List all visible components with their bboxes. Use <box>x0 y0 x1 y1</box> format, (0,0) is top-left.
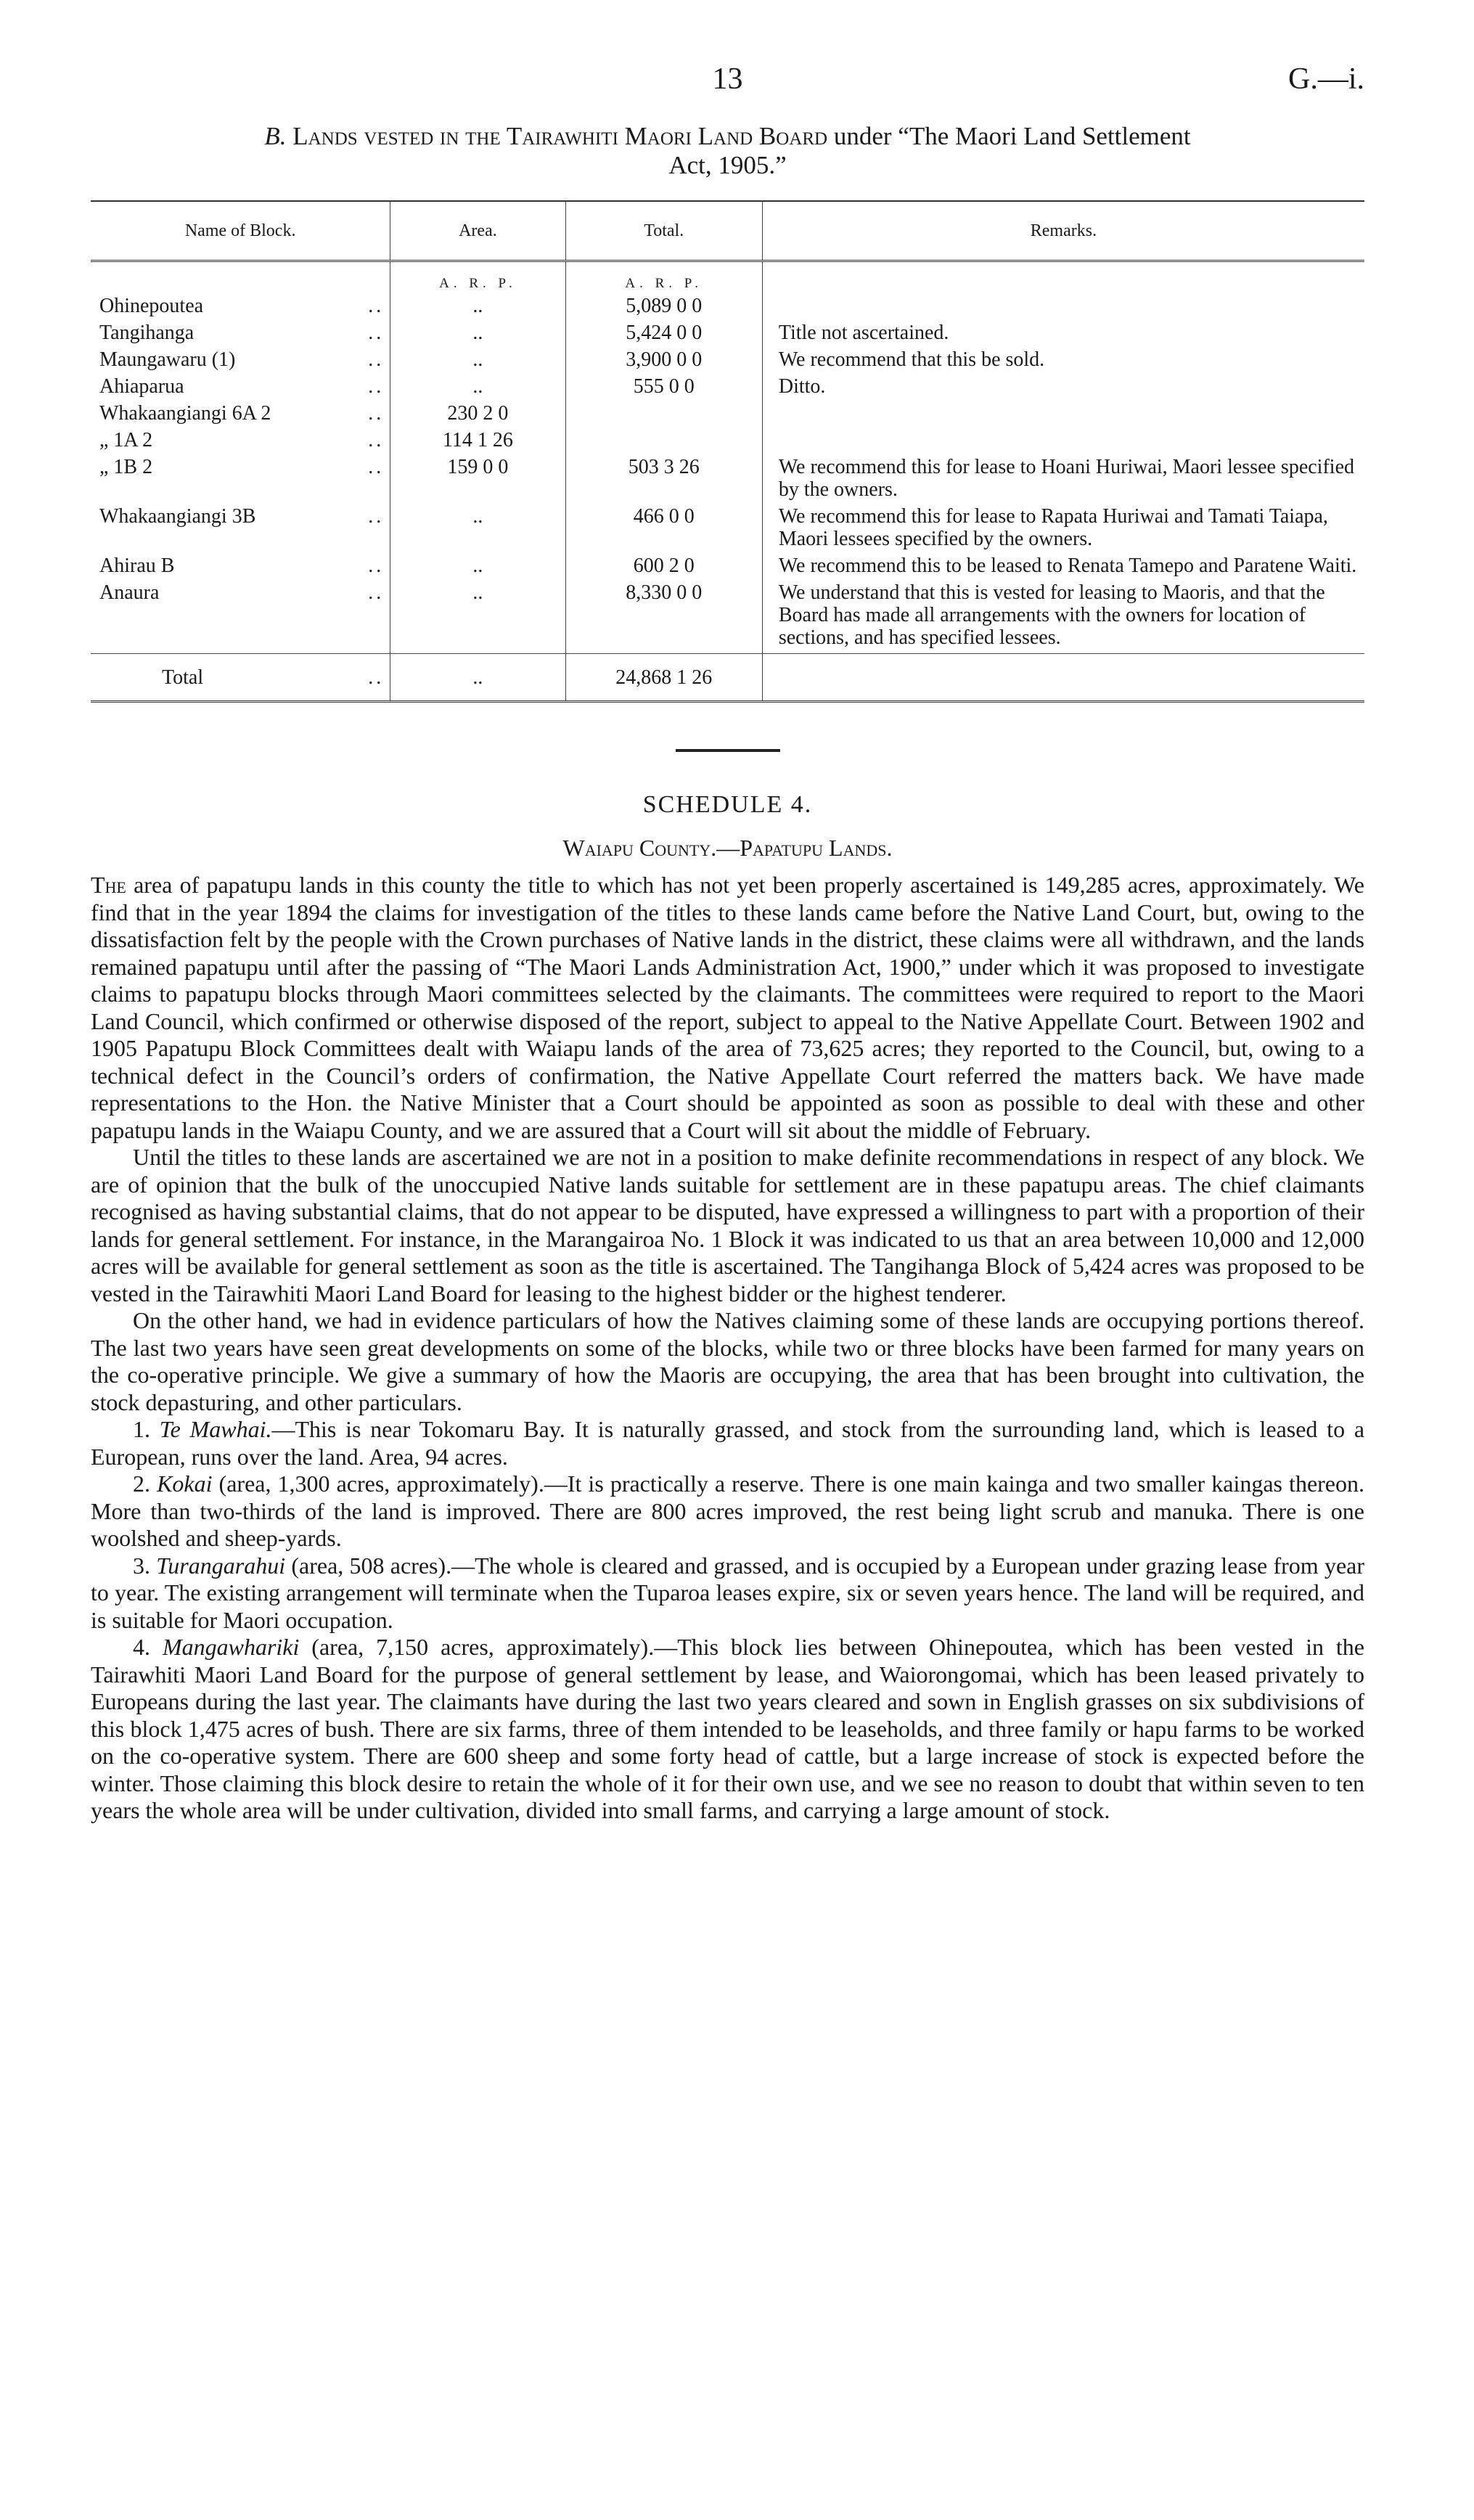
table-row <box>91 402 1364 429</box>
row-dots: .. <box>368 402 385 425</box>
row-dots: .. <box>368 429 385 451</box>
units-row <box>91 261 1364 295</box>
table-row <box>91 429 1364 456</box>
table-row <box>91 555 1364 581</box>
item-block-name: Turangarahui <box>156 1552 286 1579</box>
block-total: 600 2 0 <box>565 555 762 581</box>
item-text: (area, 1,300 acres, approximately).—It is practically a reserve. There is one main kainga and two smaller kaingas thereon. More than two-thirds of the land is improved. There are 800 acres improved, the rest being light scrub and manuka. There is one woolshed and sheep-yards. <box>91 1470 1365 1551</box>
block-area: .. <box>390 375 565 402</box>
col-remarks: Remarks. <box>762 201 1364 261</box>
block-remarks: We recommend this for lease to Rapata Huriwai and Tamati Taiapa, Maori lessees specified by the owners. <box>778 505 1328 550</box>
block-area: .. <box>390 505 565 555</box>
section-letter: B. <box>264 122 287 150</box>
row-dots: .. <box>368 322 385 344</box>
row-dots: .. <box>368 348 385 371</box>
block-area: .. <box>390 322 565 348</box>
paragraph-1 <box>91 872 1364 1144</box>
block-name: Tangihanga <box>99 322 195 344</box>
block-remarks: We recommend this to be leased to Renata Tamepo and Paratene Waiti. <box>778 555 1357 577</box>
section-title-line2: Act, 1905.” <box>668 151 787 179</box>
item-number: 1. <box>133 1416 150 1442</box>
item-text: (area, 508 acres).—The whole is cleared and grassed, and is occupied by a European under grazing lease from year to year. The existing arrangement will terminate when the Tuparoa leases expire, six or seven years hence. The land will be required, and is suitable for Maori occupation. <box>91 1552 1365 1633</box>
block-total: 5,424 0 0 <box>565 322 762 348</box>
section-heading: Lands vested in the Tairawhiti Maori Land Board <box>292 122 828 150</box>
item-number: 4. <box>133 1634 150 1660</box>
total-label: Total <box>162 666 204 689</box>
block-name: „ 1A 2 <box>99 429 153 451</box>
lands-table <box>91 200 1364 703</box>
paragraph-3: On the other hand, we had in evidence particulars of how the Natives claiming some of these lands are occupying portions thereof. The last two years have seen great developments on some of the blocks, while two or three blocks have been farmed for many years on the co-operative principle. We give a summary of how the Maoris are occupying, the area that has been brought into cultivation, the stock depasturing, and other particulars. <box>91 1307 1364 1415</box>
block-area: .. <box>390 348 565 375</box>
table-row <box>91 322 1364 348</box>
block-remarks: We recommend that this be sold. <box>778 348 1045 371</box>
item-number: 2. <box>133 1470 150 1497</box>
total-area: .. <box>390 654 565 702</box>
block-name: Whakaangiangi 6A 2 <box>99 402 271 425</box>
item-block-name: Kokai <box>157 1470 213 1497</box>
row-dots: .. <box>368 375 385 398</box>
block-area: .. <box>390 581 565 654</box>
list-item <box>91 1416 1364 1470</box>
total-value: 24,868 1 26 <box>565 654 762 702</box>
block-remarks: Ditto. <box>778 375 826 398</box>
list-item <box>91 1634 1364 1825</box>
block-name: Ahiaparua <box>99 375 184 398</box>
block-name: Whakaangiangi 3B <box>99 505 256 528</box>
table-row <box>91 456 1364 505</box>
table-body <box>91 295 1364 654</box>
block-area: 230 2 0 <box>390 402 565 429</box>
section-title <box>91 122 1364 180</box>
col-name-of-block: Name of Block. <box>91 201 390 261</box>
block-name: Maungawaru (1) <box>99 348 236 371</box>
total-row <box>91 654 1364 702</box>
schedule-body <box>91 872 1364 1825</box>
row-dots: .. <box>368 581 385 604</box>
page-number: 13 <box>712 62 743 96</box>
table-row <box>91 581 1364 654</box>
block-area: 159 0 0 <box>390 456 565 505</box>
block-total: 5,089 0 0 <box>565 295 762 322</box>
item-text: (area, 7,150 acres, approximately).—This block lies between Ohinepoutea, which has been vested in the Tairawhiti Maori Land Board for the purpose of general settlement by lease, and Waiorongomai, which has been leased privately to Europeans during the last year. The claimants have during the last two years cleared and sown in English grasses on six subdivisions of this block 1,475 acres of bush. There are six farms, three of them intended to be leaseholds, and three family or hapu farms to be worked on the co-operative system. There are 600 sheep and some forty head of cattle, but a large increase of stock is expected before the winter. Those claiming this block desire to retain the whole of it for their own use, and we see no reason to doubt that within seven to ten years the whole area will be under cultivation, divided into small farms, and carrying a large amount of stock. <box>91 1634 1365 1823</box>
area-units: A. R. P. <box>390 261 565 295</box>
page-header <box>91 51 1364 102</box>
block-remarks: We understand that this is vested for leasing to Maoris, and that the Board has made all arrangements with the owners for location of sections, and has specified lessees. <box>778 581 1325 649</box>
block-name: Ahirau B <box>99 555 175 577</box>
page <box>91 51 1364 1825</box>
block-area: .. <box>390 295 565 322</box>
total-dots: .. <box>368 666 385 689</box>
table-row <box>91 375 1364 402</box>
table-row <box>91 295 1364 322</box>
block-area: 114 1 26 <box>390 429 565 456</box>
block-name: „ 1B 2 <box>99 456 153 478</box>
block-total: 8,330 0 0 <box>565 581 762 654</box>
block-total: 555 0 0 <box>565 375 762 402</box>
row-dots: .. <box>368 555 385 577</box>
table-header-row <box>91 201 1364 261</box>
item-text: —This is near Tokomaru Bay. It is naturally grassed, and stock from the surrounding land, which is leased to a European, runs over the land. Area, 94 acres. <box>91 1416 1365 1470</box>
col-total: Total. <box>565 201 762 261</box>
block-total: 466 0 0 <box>565 505 762 555</box>
document-reference: G.—i. <box>1288 62 1364 96</box>
block-remarks: We recommend this for lease to Hoani Huriwai, Maori lessee specified by the owners. <box>778 456 1354 501</box>
paragraph-1-lead: The <box>91 872 126 898</box>
total-units: A. R. P. <box>565 261 762 295</box>
paragraph-1-text: area of papatupu lands in this county the title to which has not yet been properly ascertained is 149,285 acres, approximately. We find that in the year 1894 the claims for investigation of the titles to these lands came before the Native Land Court, but, owing to the dissatisfaction felt by the people with the Crown purchases of Native lands in the district, these claims were all withdrawn, and the lands remained papatupu until after the passing of “The Maori Lands Administration Act, 1900,” under which it was proposed to investigate claims to papatupu blocks through Maori committees selected by the claimants. The committees were required to report to the Maori Land Council, which confirmed or otherwise disposed of the report, subject to appeal to the Native Appellate Court. Between 1902 and 1905 Papatupu Block Committees dealt with Waiapu lands of the area of 73,625 acres; they reported to the Council, but, owing to a technical defect in the Council’s orders of confirmation, the Native Appellate Court referred the matters back. We have made representations to the Hon. the Native Minister that a Court should be appointed as soon as possible to deal with these and other papatupu lands in the Waiapu County, and we are assured that a Court will sit about the middle of February. <box>91 872 1365 1143</box>
section-under: under “The Maori Land Settlement <box>833 122 1191 150</box>
table-row <box>91 505 1364 555</box>
block-name: Anaura <box>99 581 160 604</box>
block-remarks: Title not ascertained. <box>778 322 949 344</box>
row-dots: .. <box>368 505 385 528</box>
list-item <box>91 1470 1364 1552</box>
col-area: Area. <box>390 201 565 261</box>
item-block-name: Mangawhariki <box>162 1634 300 1660</box>
item-number: 3. <box>133 1552 150 1579</box>
block-total: 3,900 0 0 <box>565 348 762 375</box>
paragraph-2: Until the titles to these lands are ascertained we are not in a position to make definite recommendations in respect of any block. We are of opinion that the bulk of the unoccupied Native lands suitable for settlement are in these papatupu areas. The chief claimants recognised as having substantial claims, that do not appear to be disputed, have expressed a willingness to part with a proportion of their lands for general settlement. For instance, in the Marangairoa No. 1 Block it was indicated to us that an area between 10,000 and 12,000 acres will be available for general settlement as soon as the title is ascertained. The Tangihanga Block of 5,424 acres was proposed to be vested in the Tairawhiti Maori Land Board for leasing to the highest bidder or the highest tenderer. <box>91 1144 1364 1306</box>
row-dots: .. <box>368 295 385 317</box>
block-total <box>565 429 762 456</box>
schedule-title: SCHEDULE 4. <box>642 791 813 818</box>
row-dots: .. <box>368 456 385 478</box>
block-summary-list <box>91 1416 1364 1825</box>
block-total <box>565 402 762 429</box>
block-area: .. <box>390 555 565 581</box>
block-total: 503 3 26 <box>565 456 762 505</box>
list-item <box>91 1552 1364 1635</box>
schedule-subtitle: Waiapu County.—Papatupu Lands. <box>562 835 893 861</box>
block-name: Ohinepoutea <box>99 295 204 317</box>
section-divider <box>676 749 780 752</box>
table-row <box>91 348 1364 375</box>
item-block-name: Te Mawhai. <box>159 1416 272 1442</box>
